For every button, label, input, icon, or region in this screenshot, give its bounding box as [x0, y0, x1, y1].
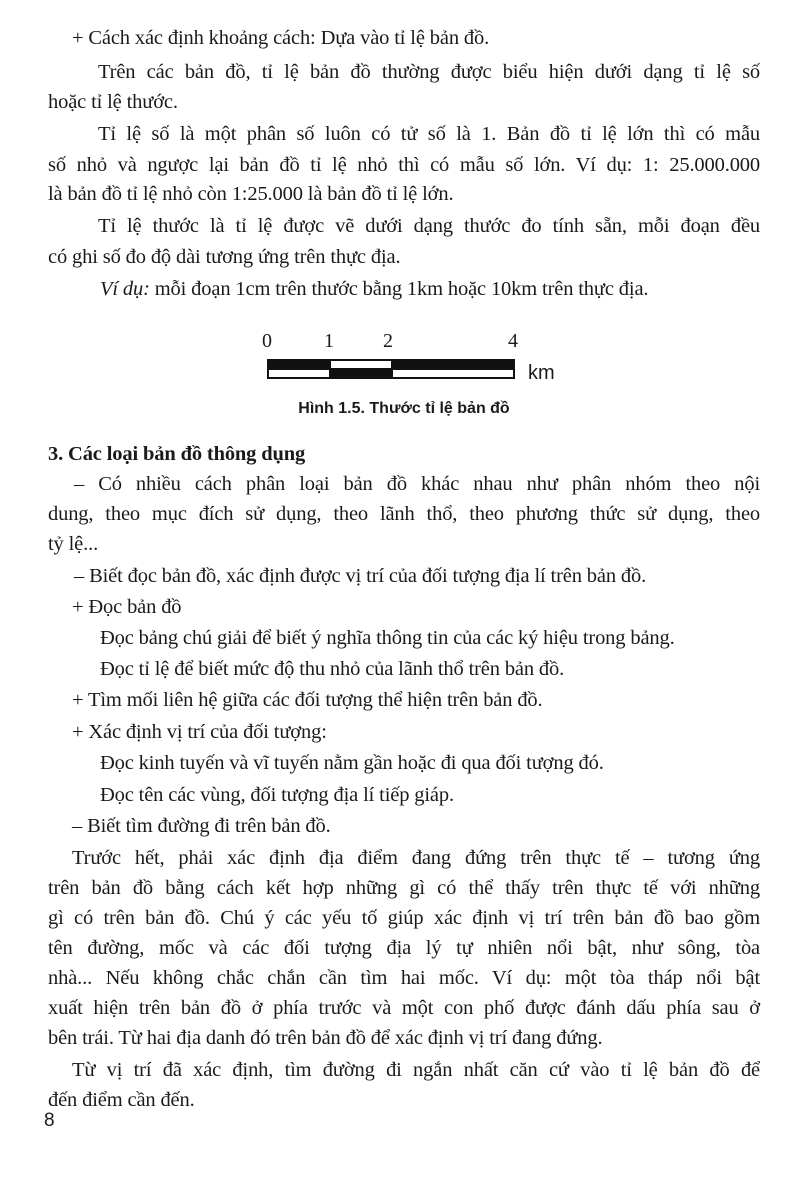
text-line: + Cách xác định khoảng cách: Dựa vào tỉ lệ bản đồ.	[72, 27, 490, 49]
text-line: Từ vị trí đã xác định, tìm đường đi ngắn nhất căn cứ vào tỉ lệ bản đồ để	[72, 1059, 760, 1081]
text-line: + Tìm mối liên hệ giữa các đối tượng thể hiện trên bản đồ.	[72, 689, 543, 711]
section-heading: 3. Các loại bản đồ thông dụng	[48, 443, 306, 465]
text-line: Đọc tỉ lệ để biết mức độ thu nhỏ của lãnh thổ trên bản đồ.	[100, 658, 565, 680]
text-line: Tỉ lệ số là một phân số luôn có tử số là 1. Bản đồ tỉ lệ lớn thì có mẫu	[98, 123, 760, 145]
scale-segment-light	[267, 368, 331, 379]
scale-tick-label: 0	[262, 330, 272, 352]
text-line: có ghi số đo độ dài tương ứng trên thực địa.	[48, 246, 401, 268]
text-line: hoặc tỉ lệ thước.	[48, 91, 178, 113]
example-text: mỗi đoạn 1cm trên thước bằng 1km hoặc 10km trên thực địa.	[149, 278, 649, 300]
text-line: bên trái. Từ hai địa danh đó trên bản đồ để xác định vị trí đang đứng.	[48, 1027, 603, 1049]
text-line: – Biết đọc bản đồ, xác định được vị trí của đối tượng địa lí trên bản đồ.	[74, 565, 647, 587]
scale-segment-light	[391, 368, 515, 379]
text-line: – Biết tìm đường đi trên bản đồ.	[72, 815, 331, 837]
scale-unit-label: km	[528, 362, 555, 384]
text-line: Trên các bản đồ, tỉ lệ bản đồ thường được biểu hiện dưới dạng tỉ lệ số	[98, 61, 760, 83]
scale-tick-label: 1	[324, 330, 334, 352]
text-line: + Đọc bản đồ	[72, 596, 182, 618]
example-line	[100, 275, 799, 303]
text-line: số nhỏ và ngược lại bản đồ tỉ lệ nhỏ thì có mẫu số lớn. Ví dụ: 1: 25.000.000	[48, 154, 760, 176]
text-line: Trước hết, phải xác định địa điểm đang đứng trên thực tế – tương ứng	[72, 847, 760, 869]
figure-caption: Hình 1.5. Thước tỉ lệ bản đồ	[298, 400, 510, 417]
text-line: Đọc bảng chú giải để biết ý nghĩa thông tin của các ký hiệu trong bảng.	[100, 627, 675, 649]
text-line: trên bản đồ bằng cách kết hợp những gì có thể thấy trên thực tế với những	[48, 877, 760, 899]
scale-bar-figure	[240, 330, 580, 390]
text-line: gì có trên bản đồ. Chú ý các yếu tố giúp xác định vị trí trên bản đồ bao gồm	[48, 907, 760, 929]
text-line: xuất hiện trên bản đồ ở phía trước và một con phố được đánh dấu phía sau ở	[48, 997, 760, 1019]
text-line: Tỉ lệ thước là tỉ lệ được vẽ dưới dạng thước đo tính sẵn, mỗi đoạn đều	[98, 215, 760, 237]
text-line: dung, theo mục đích sử dụng, theo lãnh thổ, theo phương thức sử dụng, theo	[48, 503, 760, 525]
text-line: là bản đồ tỉ lệ nhỏ còn 1:25.000 là bản đồ tỉ lệ lớn.	[48, 183, 454, 205]
text-line: Đọc tên các vùng, đối tượng địa lí tiếp giáp.	[100, 784, 454, 806]
text-line: Đọc kinh tuyến và vĩ tuyến nằm gần hoặc đi qua đối tượng đó.	[100, 752, 604, 774]
text-line: + Xác định vị trí của đối tượng:	[72, 721, 327, 743]
example-label: Ví dụ:	[100, 278, 150, 300]
text-line: tỷ lệ...	[48, 533, 99, 555]
scale-tick-label: 2	[383, 330, 393, 352]
scale-tick-label: 4	[508, 330, 518, 352]
text-line: – Có nhiều cách phân loại bản đồ khác nhau như phân nhóm theo nội	[74, 473, 760, 495]
text-line: nhà... Nếu không chắc chắn cần tìm hai mốc. Ví dụ: một tòa tháp nổi bật	[48, 967, 760, 989]
page-number: 8	[44, 1110, 55, 1131]
scale-segment-dark	[329, 368, 393, 379]
text-line: đến điểm cần đến.	[48, 1089, 195, 1111]
text-line: tên đường, mốc và các đối tượng địa lý tự nhiên nổi bật, như sông, tòa	[48, 937, 760, 959]
